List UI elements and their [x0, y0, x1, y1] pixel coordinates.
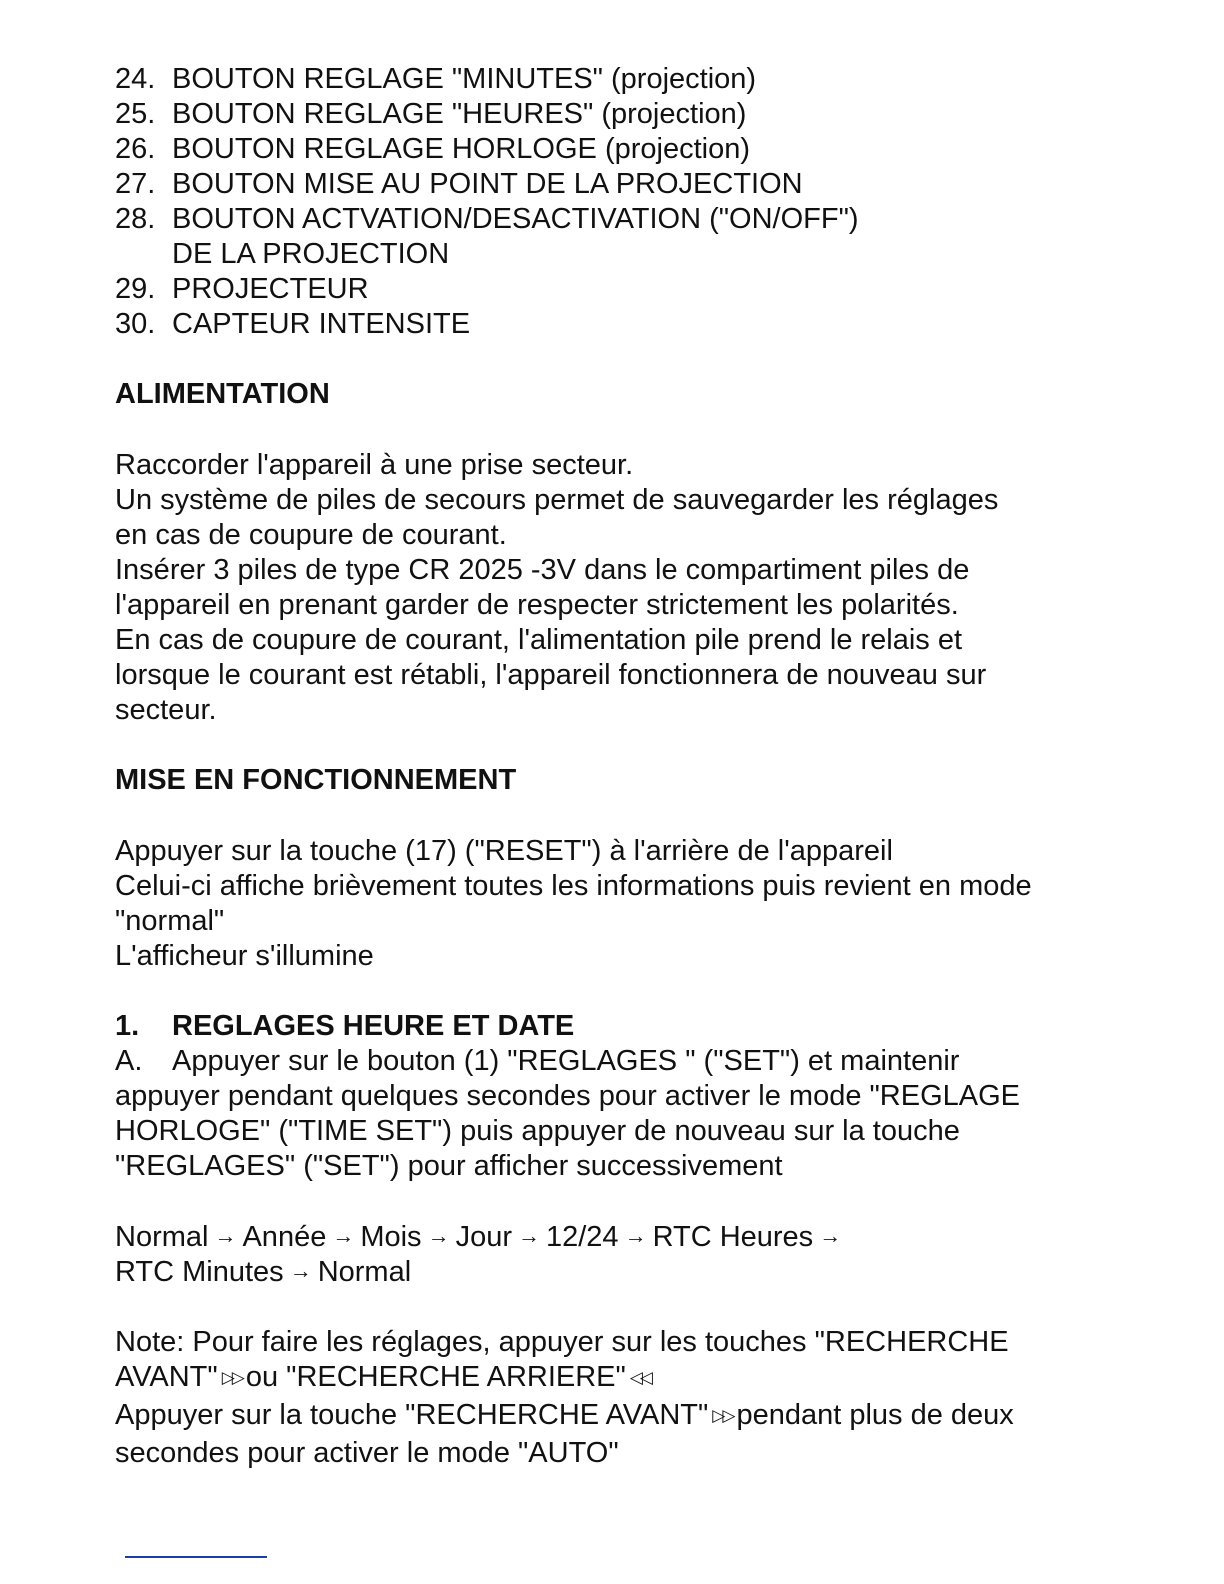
note-text: pendant plus de deux [736, 1399, 1014, 1431]
section1-heading-text: REGLAGES HEURE ET DATE [172, 1010, 575, 1042]
note-line-4: secondes pour activer le mode "AUTO" [115, 1437, 619, 1469]
step-label: A. [115, 1045, 143, 1077]
arrow-icon: → [819, 1223, 842, 1248]
list-item-text: BOUTON REGLAGE "MINUTES" (projection) [172, 63, 757, 95]
note-text: AVANT" [115, 1361, 218, 1393]
arrow-icon: → [332, 1223, 355, 1248]
list-item [115, 62, 859, 97]
list-item-text: BOUTON REGLAGE "HEURES" (projection) [172, 98, 747, 130]
rewind-icon: ◁◁ [629, 1368, 650, 1387]
list-item-text: CAPTEUR INTENSITE [172, 308, 471, 340]
step-text: Appuyer sur le bouton (1) "REGLAGES " ("SET") et maintenir appuyer pendant quelques secondes pour activer le mode "REGLAGE HORLOGE" ("TIME SET") puis appuyer de nouveau sur la touche "REGLAGES" ("SET") pour afficher successivement [115, 1045, 1021, 1182]
sequence-item: RTC Heures [652, 1221, 814, 1253]
arrow-icon: → [427, 1223, 450, 1248]
note-line-3 [115, 1398, 1115, 1436]
list-item [115, 97, 859, 132]
arrow-icon: → [517, 1223, 540, 1248]
list-item [115, 132, 859, 167]
list-item-number: 30. [115, 308, 156, 340]
sequence-line-2 [115, 1255, 1115, 1291]
alimentation-body: Raccorder l'appareil à une prise secteur. Un système de piles de secours permet de sauvegarder les réglages en cas de coupure de courant. Insérer 3 piles de type CR 2025 -3V dans le compartiment piles de l'appareil en prenant garder de respecter strictement les polarités. En cas de coupure de courant, l'alimentation pile prend le relais et lorsque le courant est rétabli, l'appareil fonctionnera de nouveau sur secteur. [115, 449, 999, 726]
component-list [115, 62, 859, 342]
section1-heading [115, 1009, 1115, 1044]
list-item-text: PROJECTEUR [172, 273, 369, 305]
list-item-number: 29. [115, 273, 156, 305]
note-text: Appuyer sur la touche "RECHERCHE AVANT" [115, 1399, 709, 1431]
arrow-icon: → [214, 1223, 237, 1248]
list-item-number: 28. [115, 203, 156, 235]
footer-divider [125, 1556, 267, 1558]
list-item-text: BOUTON MISE AU POINT DE LA PROJECTION [172, 168, 803, 200]
list-item-number: 24. [115, 63, 156, 95]
fast-forward-icon: ▷▷ [712, 1406, 733, 1425]
list-item-number: 25. [115, 98, 156, 130]
list-item-text: BOUTON ACTVATION/DESACTIVATION ("ON/OFF") DE LA PROJECTION [172, 203, 859, 270]
sequence-line-1 [115, 1220, 1115, 1256]
list-item-text: BOUTON REGLAGE HORLOGE (projection) [172, 133, 751, 165]
arrow-icon: → [624, 1223, 647, 1248]
mise-body: Appuyer sur la touche (17) ("RESET") à l'arrière de l'appareil Celui-ci affiche brièvement toutes les informations puis revient en mode "normal" L'afficheur s'illumine [115, 835, 1032, 972]
sequence-item: 12/24 [545, 1221, 619, 1253]
list-item [115, 272, 859, 307]
list-item [115, 307, 859, 342]
sequence-item: Normal [115, 1221, 209, 1253]
list-item-number: 27. [115, 168, 156, 200]
sequence-item: RTC Minutes [115, 1256, 284, 1288]
note-line-2 [115, 1360, 1115, 1398]
sequence-item: Normal [317, 1256, 412, 1288]
section1-heading-number: 1. [115, 1010, 140, 1042]
section1-step [115, 1044, 1115, 1184]
note-block [115, 1325, 1115, 1471]
arrow-icon: → [289, 1258, 312, 1283]
sequence-item: Mois [360, 1221, 422, 1253]
list-item-number: 26. [115, 133, 156, 165]
mise-heading: MISE EN FONCTIONNEMENT [115, 764, 517, 796]
list-item [115, 202, 859, 272]
fast-forward-icon: ▷▷ [221, 1368, 242, 1387]
list-item [115, 167, 859, 202]
note-text: ou "RECHERCHE ARRIERE" [245, 1361, 626, 1393]
note-line-1: Note: Pour faire les réglages, appuyer sur les touches "RECHERCHE [115, 1326, 1009, 1358]
alimentation-heading: ALIMENTATION [115, 378, 330, 410]
sequence-item: Jour [455, 1221, 512, 1253]
sequence-item: Année [242, 1221, 327, 1253]
